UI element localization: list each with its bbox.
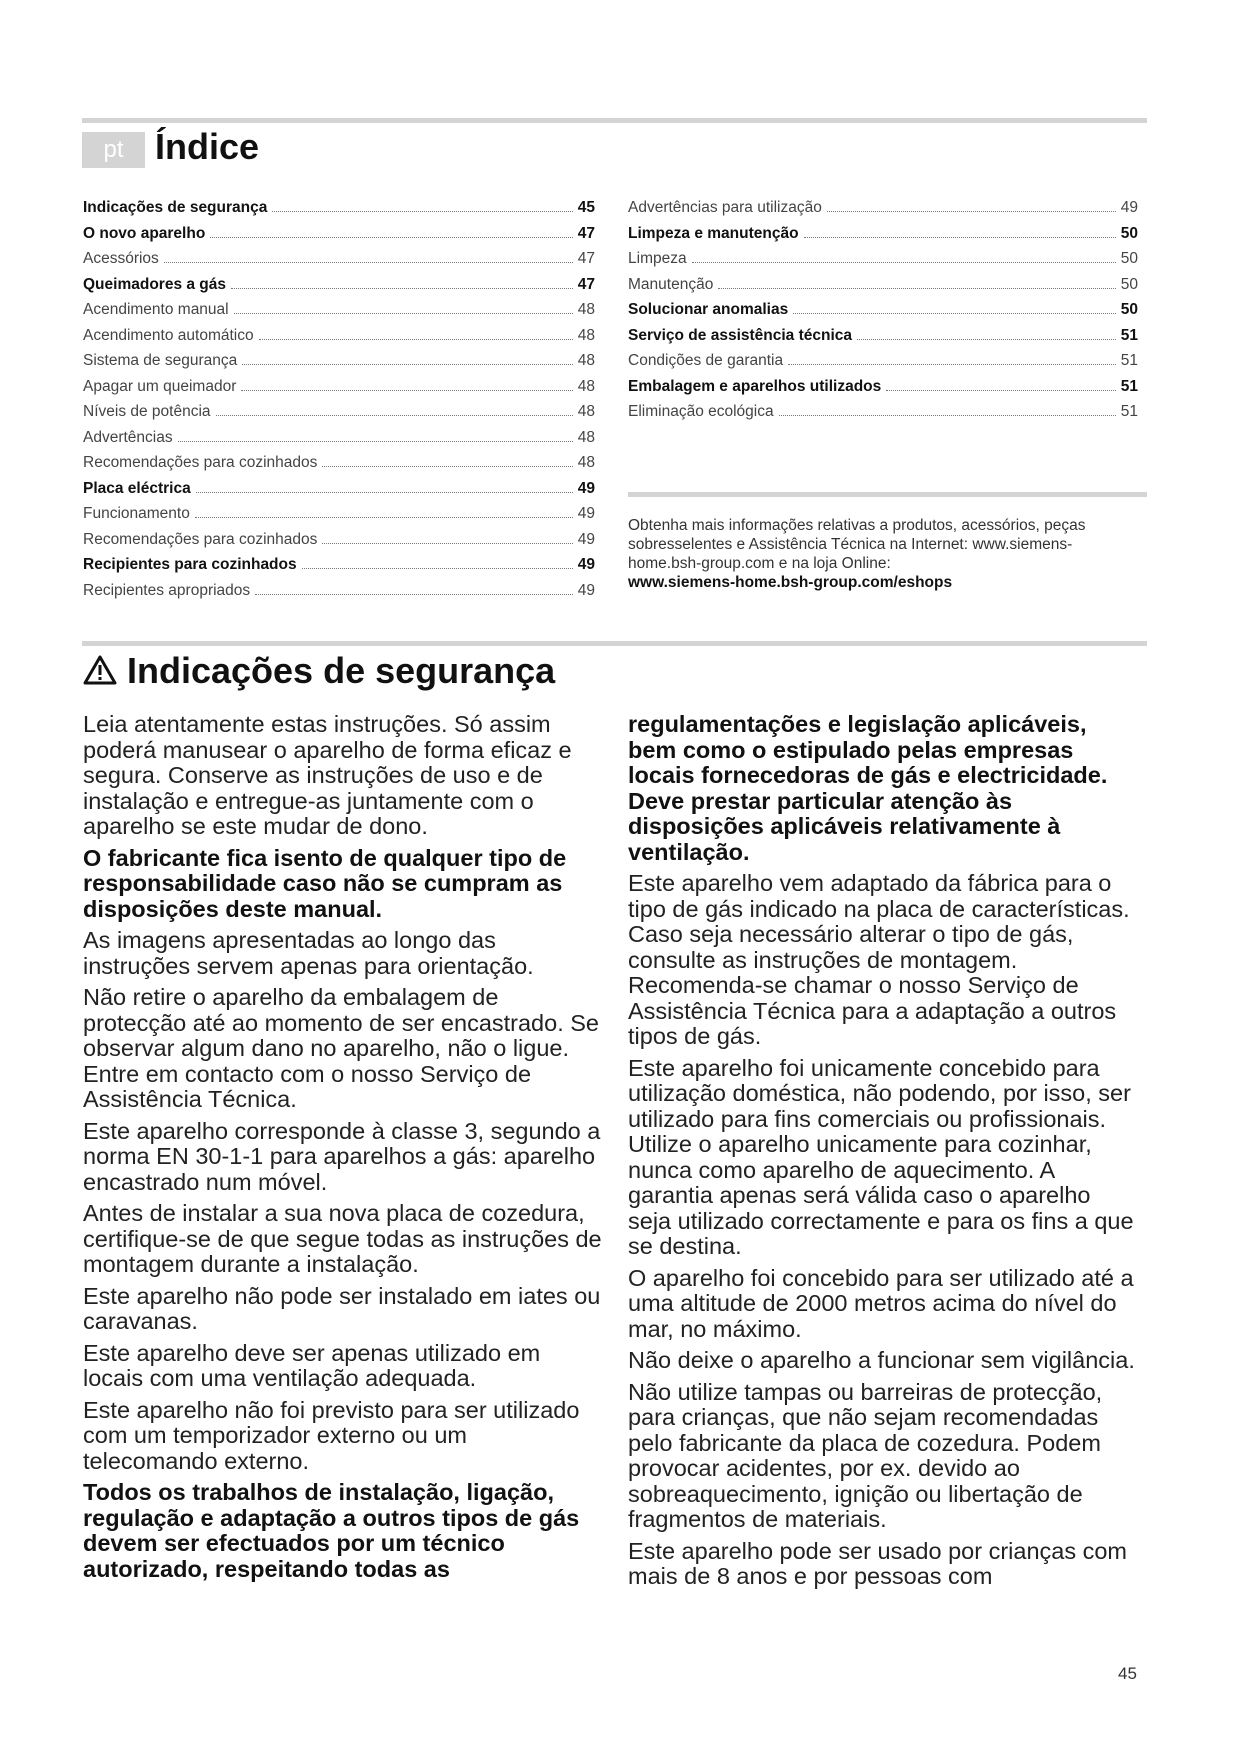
safety-paragraph: Todos os trabalhos de instalação, ligação, regulação e adaptação a outros tipos de gás devem ser efectuados por um técnico autorizado, respeitando todas as: [83, 1479, 580, 1582]
toc-leader-dots: [216, 415, 573, 416]
page-number: 45: [1118, 1664, 1137, 1683]
toc-entry[interactable]: [83, 221, 595, 247]
toc-entry[interactable]: [83, 323, 595, 349]
toc-entry-label: Manutenção: [628, 275, 714, 293]
toc-entry[interactable]: [83, 297, 595, 323]
toc-leader-dots: [241, 390, 572, 391]
toc-leader-dots: [195, 517, 573, 518]
toc-entry[interactable]: [628, 323, 1138, 349]
toc-leader-dots: [231, 288, 573, 289]
safety-left-column: [83, 712, 603, 1588]
safety-heading: [83, 650, 555, 692]
safety-paragraph: Este aparelho pode ser usado por crianças com mais de 8 anos e por pessoas com: [628, 1537, 1128, 1589]
safety-right-column: [628, 712, 1138, 1596]
safety-paragraph: Este aparelho não pode ser instalado em iates ou caravanas.: [83, 1282, 601, 1334]
toc-entry[interactable]: [83, 476, 595, 502]
toc-entry-page: 51: [1120, 403, 1138, 420]
safety-paragraph: regulamentações e legislação aplicáveis, bem como o estipulado pelas empresas locais fornecedoras de gás e electricidade. Deve prestar particular atenção às disposições aplicáveis relativamente à ventilação.: [628, 711, 1108, 865]
toc-entry-page: 48: [577, 352, 595, 369]
toc-entry-page: 48: [577, 454, 595, 471]
safety-paragraph: Este aparelho foi unicamente concebido para utilização doméstica, não podendo, por isso, ser utilizado para fins comerciais ou profissionais. Utilize o aparelho unicamente para cozinhar, nunca como aparelho de aquecimento. A garantia apenas será válida caso o aparelho seja utilizado correctamente e para os fins a que se destina.: [628, 1054, 1134, 1259]
header-rule: [82, 118, 1147, 123]
safety-paragraph: As imagens apresentadas ao longo das instruções servem apenas para orientação.: [83, 927, 534, 979]
toc-entry-label: Solucionar anomalias: [628, 301, 789, 318]
toc-leader-dots: [788, 364, 1116, 365]
toc-entry-page: 48: [577, 377, 595, 395]
toc-entry-label: Embalagem e aparelhos utilizados: [628, 377, 882, 395]
toc-entry-label: Acessórios: [83, 250, 159, 267]
toc-entry-label: Recomendações para cozinhados: [83, 530, 318, 548]
toc-entry-label: Apagar um queimador: [83, 377, 237, 395]
toc-right-column: [628, 195, 1138, 425]
toc-entry[interactable]: [83, 246, 595, 272]
toc-entry[interactable]: [628, 297, 1138, 323]
toc-entry-label: Recipientes apropriados: [83, 581, 251, 599]
safety-paragraph: Este aparelho vem adaptado da fábrica para o tipo de gás indicado na placa de características. Caso seja necessário alterar o tipo de gás, consulte as instruções de montagem. Recomenda-se chamar o nosso Serviço de Assistência Técnica para a adaptação a outros tipos de gás.: [628, 870, 1130, 1049]
safety-paragraph: O aparelho foi concebido para ser utilizado até a uma altitude de 2000 metros acima do nível do mar, no máximo.: [628, 1264, 1134, 1342]
toc-entry-page: 51: [1120, 326, 1138, 344]
toc-leader-dots: [196, 492, 573, 493]
toc-entry-label: Acendimento manual: [83, 301, 229, 318]
toc-entry-label: Eliminação ecológica: [628, 403, 774, 420]
language-badge: pt: [82, 132, 145, 168]
toc-entry[interactable]: [83, 501, 595, 527]
toc-leader-dots: [827, 211, 1116, 212]
toc-leader-dots: [692, 262, 1116, 263]
toc-entry-page: 49: [577, 581, 595, 599]
toc-left-column: [83, 195, 595, 603]
toc-entry-page: 50: [1120, 224, 1138, 242]
toc-leader-dots: [804, 237, 1116, 238]
toc-entry-label: Funcionamento: [83, 505, 190, 522]
toc-entry-label: Limpeza: [628, 250, 687, 267]
toc-leader-dots: [259, 339, 573, 340]
toc-entry[interactable]: [628, 195, 1138, 221]
toc-entry-label: Níveis de potência: [83, 403, 211, 420]
toc-leader-dots: [272, 211, 572, 212]
toc-entry-label: Recomendações para cozinhados: [83, 454, 318, 471]
safety-paragraph: Este aparelho corresponde à classe 3, segundo a norma EN 30-1-1 para aparelhos a gás: aparelho encastrado num móvel.: [83, 1117, 601, 1195]
toc-entry-page: 49: [577, 556, 595, 573]
toc-entry[interactable]: [83, 578, 595, 604]
toc-leader-dots: [886, 390, 1116, 391]
toc-entry-page: 50: [1120, 250, 1138, 267]
toc-entry[interactable]: [628, 399, 1138, 425]
toc-leader-dots: [718, 288, 1115, 289]
toc-leader-dots: [210, 237, 572, 238]
info-text: Obtenha mais informações relativas a produtos, acessórios, peças sobresselentes e Assistência Técnica na Internet: www.siemens-home.bsh-group.com e na loja Online:: [628, 517, 1086, 572]
toc-entry-label: Placa eléctrica: [83, 479, 191, 497]
toc-entry-label: Condições de garantia: [628, 352, 784, 369]
toc-leader-dots: [779, 415, 1116, 416]
toc-leader-dots: [178, 441, 573, 442]
warning-icon: [83, 655, 117, 685]
toc-entry[interactable]: [83, 399, 595, 425]
toc-entry-label: Serviço de assistência técnica: [628, 326, 853, 344]
toc-leader-dots: [793, 313, 1116, 314]
toc-entry-page: 48: [577, 301, 595, 318]
info-block: [628, 516, 1138, 592]
toc-leader-dots: [322, 543, 572, 544]
safety-title: Indicações de segurança: [127, 650, 556, 691]
toc-leader-dots: [302, 568, 573, 569]
toc-entry[interactable]: [628, 348, 1138, 374]
toc-entry[interactable]: [628, 221, 1138, 247]
safety-paragraph: Este aparelho deve ser apenas utilizado em locais com uma ventilação adequada.: [83, 1339, 541, 1391]
toc-entry-page: 45: [577, 199, 595, 216]
info-rule: [628, 492, 1147, 497]
safety-paragraph: Leia atentamente estas instruções. Só assim poderá manusear o aparelho de forma eficaz e segura. Conserve as instruções de uso e de instalação e entregue-as juntamente com o aparelho se este mudar de dono.: [83, 711, 572, 839]
safety-paragraph: O fabricante fica isento de qualquer tipo de responsabilidade caso não se cumpram as disposições deste manual.: [83, 844, 567, 922]
toc-entry-label: Advertências para utilização: [628, 199, 822, 216]
toc-entry-label: Sistema de segurança: [83, 352, 238, 369]
toc-entry[interactable]: [628, 374, 1138, 400]
toc-entry-label: Advertências: [83, 428, 173, 446]
toc-entry-label: Acendimento automático: [83, 326, 254, 344]
toc-leader-dots: [164, 262, 573, 263]
safety-paragraph: Este aparelho não foi previsto para ser utilizado com um temporizador externo ou um telecomando externo.: [83, 1396, 580, 1474]
toc-entry-page: 50: [1120, 275, 1138, 293]
toc-entry[interactable]: [83, 272, 595, 298]
toc-entry-label: Queimadores a gás: [83, 275, 227, 293]
toc-entry-label: Recipientes para cozinhados: [83, 556, 297, 573]
safety-paragraph: Não retire o aparelho da embalagem de protecção até ao momento de ser encastrado. Se observar algum dano no aparelho, não o ligue. Entre em contacto com o nosso Serviço de Assistência Técnica.: [83, 984, 600, 1112]
toc-entry-page: 49: [577, 479, 595, 497]
toc-entry-label: O novo aparelho: [83, 224, 206, 242]
toc-entry-page: 47: [577, 224, 595, 242]
toc-entry-page: 48: [577, 403, 595, 420]
toc-entry-page: 51: [1120, 377, 1138, 395]
toc-leader-dots: [255, 594, 573, 595]
safety-paragraph: Não deixe o aparelho a funcionar sem vigilância.: [628, 1347, 1135, 1373]
toc-entry[interactable]: [628, 272, 1138, 298]
toc-entry[interactable]: [83, 450, 595, 476]
toc-entry-page: 47: [577, 250, 595, 267]
toc-entry[interactable]: [83, 527, 595, 553]
toc-entry-page: 47: [577, 275, 595, 293]
toc-entry-label: Limpeza e manutenção: [628, 224, 799, 242]
toc-entry-page: 49: [577, 530, 595, 548]
toc-entry[interactable]: [83, 425, 595, 451]
toc-entry[interactable]: [83, 195, 595, 221]
safety-paragraph: Antes de instalar a sua nova placa de cozedura, certifique-se de que segue todas as instruções de montagem durante a instalação.: [83, 1200, 602, 1277]
toc-entry-page: 50: [1120, 301, 1138, 318]
toc-leader-dots: [242, 364, 573, 365]
section-rule: [82, 641, 1147, 646]
page-title: Índice: [155, 126, 260, 167]
toc-entry-page: 48: [577, 326, 595, 344]
toc-entry[interactable]: [83, 552, 595, 578]
toc-entry-page: 49: [1120, 199, 1138, 216]
toc-entry-page: 51: [1120, 352, 1138, 369]
toc-entry[interactable]: [83, 374, 595, 400]
eshop-link[interactable]: www.siemens-home.bsh-group.com/eshops: [628, 574, 953, 591]
toc-entry-page: 48: [577, 428, 595, 446]
toc-leader-dots: [234, 313, 573, 314]
safety-paragraph: Não utilize tampas ou barreiras de protecção, para crianças, que não sejam recomendadas pelo fabricante da placa de cozedura. Podem provocar acidentes, por ex. devido ao sobreaquecimento, ignição ou libertação de fragmentos de materiais.: [628, 1378, 1103, 1532]
toc-leader-dots: [857, 339, 1116, 340]
toc-entry[interactable]: [628, 246, 1138, 272]
toc-entry[interactable]: [83, 348, 595, 374]
toc-leader-dots: [322, 466, 572, 467]
toc-entry-label: Indicações de segurança: [83, 199, 268, 216]
toc-entry-page: 49: [577, 505, 595, 522]
